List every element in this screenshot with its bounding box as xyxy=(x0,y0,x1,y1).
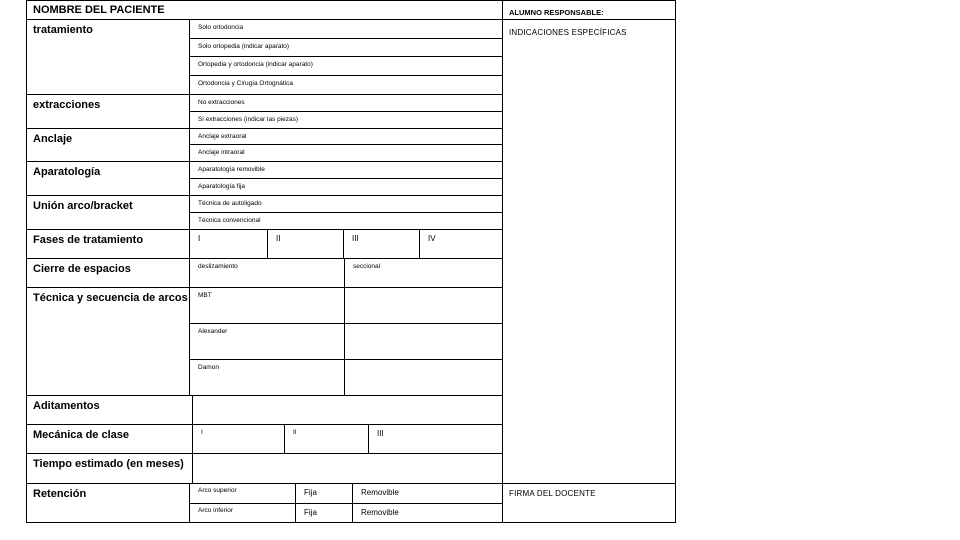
clase-ii[interactable]: II xyxy=(285,425,369,454)
clase-i[interactable]: I xyxy=(193,425,285,454)
fase-iv[interactable]: IV xyxy=(420,230,503,259)
option-si-extracciones[interactable]: Si extracciones (indicar las piezas) xyxy=(190,112,503,129)
arco-superior-removible[interactable]: Removible xyxy=(353,484,503,504)
teacher-signature-label: FIRMA DEL DOCENTE xyxy=(509,489,596,498)
option-autoligado[interactable]: Técnica de autoligado xyxy=(190,196,503,213)
arco-inferior: Arco inferior xyxy=(190,504,296,523)
option-aparatologia-fija[interactable]: Aparatología fija xyxy=(190,179,503,196)
option-solo-ortodoncia[interactable]: Solo ortodoncia xyxy=(190,20,503,39)
option-damon[interactable]: Damon xyxy=(190,360,345,396)
option-no-extracciones[interactable]: No extracciones xyxy=(190,95,503,112)
aditamentos-label: Aditamentos xyxy=(27,396,193,425)
orthodontic-treatment-form xyxy=(26,0,676,523)
aparatologia-label: Aparatología xyxy=(27,162,190,196)
clase-iii[interactable]: III xyxy=(369,425,503,454)
anclaje-label: Anclaje xyxy=(27,129,190,162)
fase-ii[interactable]: II xyxy=(268,230,344,259)
option-anclaje-intraoral[interactable]: Anclaje intraoral xyxy=(190,145,503,162)
option-alexander[interactable]: Alexander xyxy=(190,324,345,360)
tecnica-secuencia-arcos-label: Técnica y secuencia de arcos xyxy=(27,288,190,396)
option-aparatologia-removible[interactable]: Aparatología removible xyxy=(190,162,503,179)
fase-iii[interactable]: III xyxy=(344,230,420,259)
arco-inferior-fija[interactable]: Fija xyxy=(296,504,353,523)
option-ortopedia-ortodoncia[interactable]: Ortopedia y ortodoncia (indicar aparato) xyxy=(190,57,503,76)
fase-i[interactable]: I xyxy=(190,230,268,259)
tiempo-estimado-field[interactable] xyxy=(193,454,503,484)
arco-superior-fija[interactable]: Fija xyxy=(296,484,353,504)
arco-inferior-removible[interactable]: Removible xyxy=(353,504,503,523)
cierre-espacios-label: Cierre de espacios xyxy=(27,259,190,288)
extracciones-label: extracciones xyxy=(27,95,190,129)
option-seccional[interactable]: seccional xyxy=(345,259,503,288)
mbt-sequence-field[interactable] xyxy=(345,288,503,324)
patient-name-label: NOMBRE DEL PACIENTE xyxy=(33,4,165,16)
union-arco-bracket-label: Unión arco/bracket xyxy=(27,196,190,230)
retencion-label: Retención xyxy=(27,484,190,523)
student-responsible-label: ALUMNO RESPONSABLE: xyxy=(509,8,604,17)
damon-sequence-field[interactable] xyxy=(345,360,503,396)
alexander-sequence-field[interactable] xyxy=(345,324,503,360)
aditamentos-field[interactable] xyxy=(193,396,503,425)
option-mbt[interactable]: MBT xyxy=(190,288,345,324)
tiempo-estimado-label: Tiempo estimado (en meses) xyxy=(27,454,193,484)
specific-indications-field[interactable] xyxy=(503,20,676,484)
specific-indications-label: INDICACIONES ESPECÍFICAS xyxy=(509,28,627,37)
student-responsible-field[interactable] xyxy=(503,1,676,20)
option-solo-ortopedia[interactable]: Solo ortopedia (indicar aparato) xyxy=(190,39,503,57)
mecanica-clase-label: Mecánica de clase xyxy=(27,425,193,454)
option-ortodoncia-cirugia[interactable]: Ortodoncia y Cirugía Ortognática xyxy=(190,76,503,95)
option-deslizamiento[interactable]: deslizamiento xyxy=(190,259,345,288)
fases-tratamiento-label: Fases de tratamiento xyxy=(27,230,190,259)
arco-superior: Arco superior xyxy=(190,484,296,504)
patient-name-field[interactable] xyxy=(27,1,503,20)
tratamiento-label: tratamiento xyxy=(27,20,190,95)
teacher-signature-field[interactable] xyxy=(503,484,676,523)
option-convencional[interactable]: Técnica convencional xyxy=(190,213,503,230)
option-anclaje-extraoral[interactable]: Anclaje extraoral xyxy=(190,129,503,145)
